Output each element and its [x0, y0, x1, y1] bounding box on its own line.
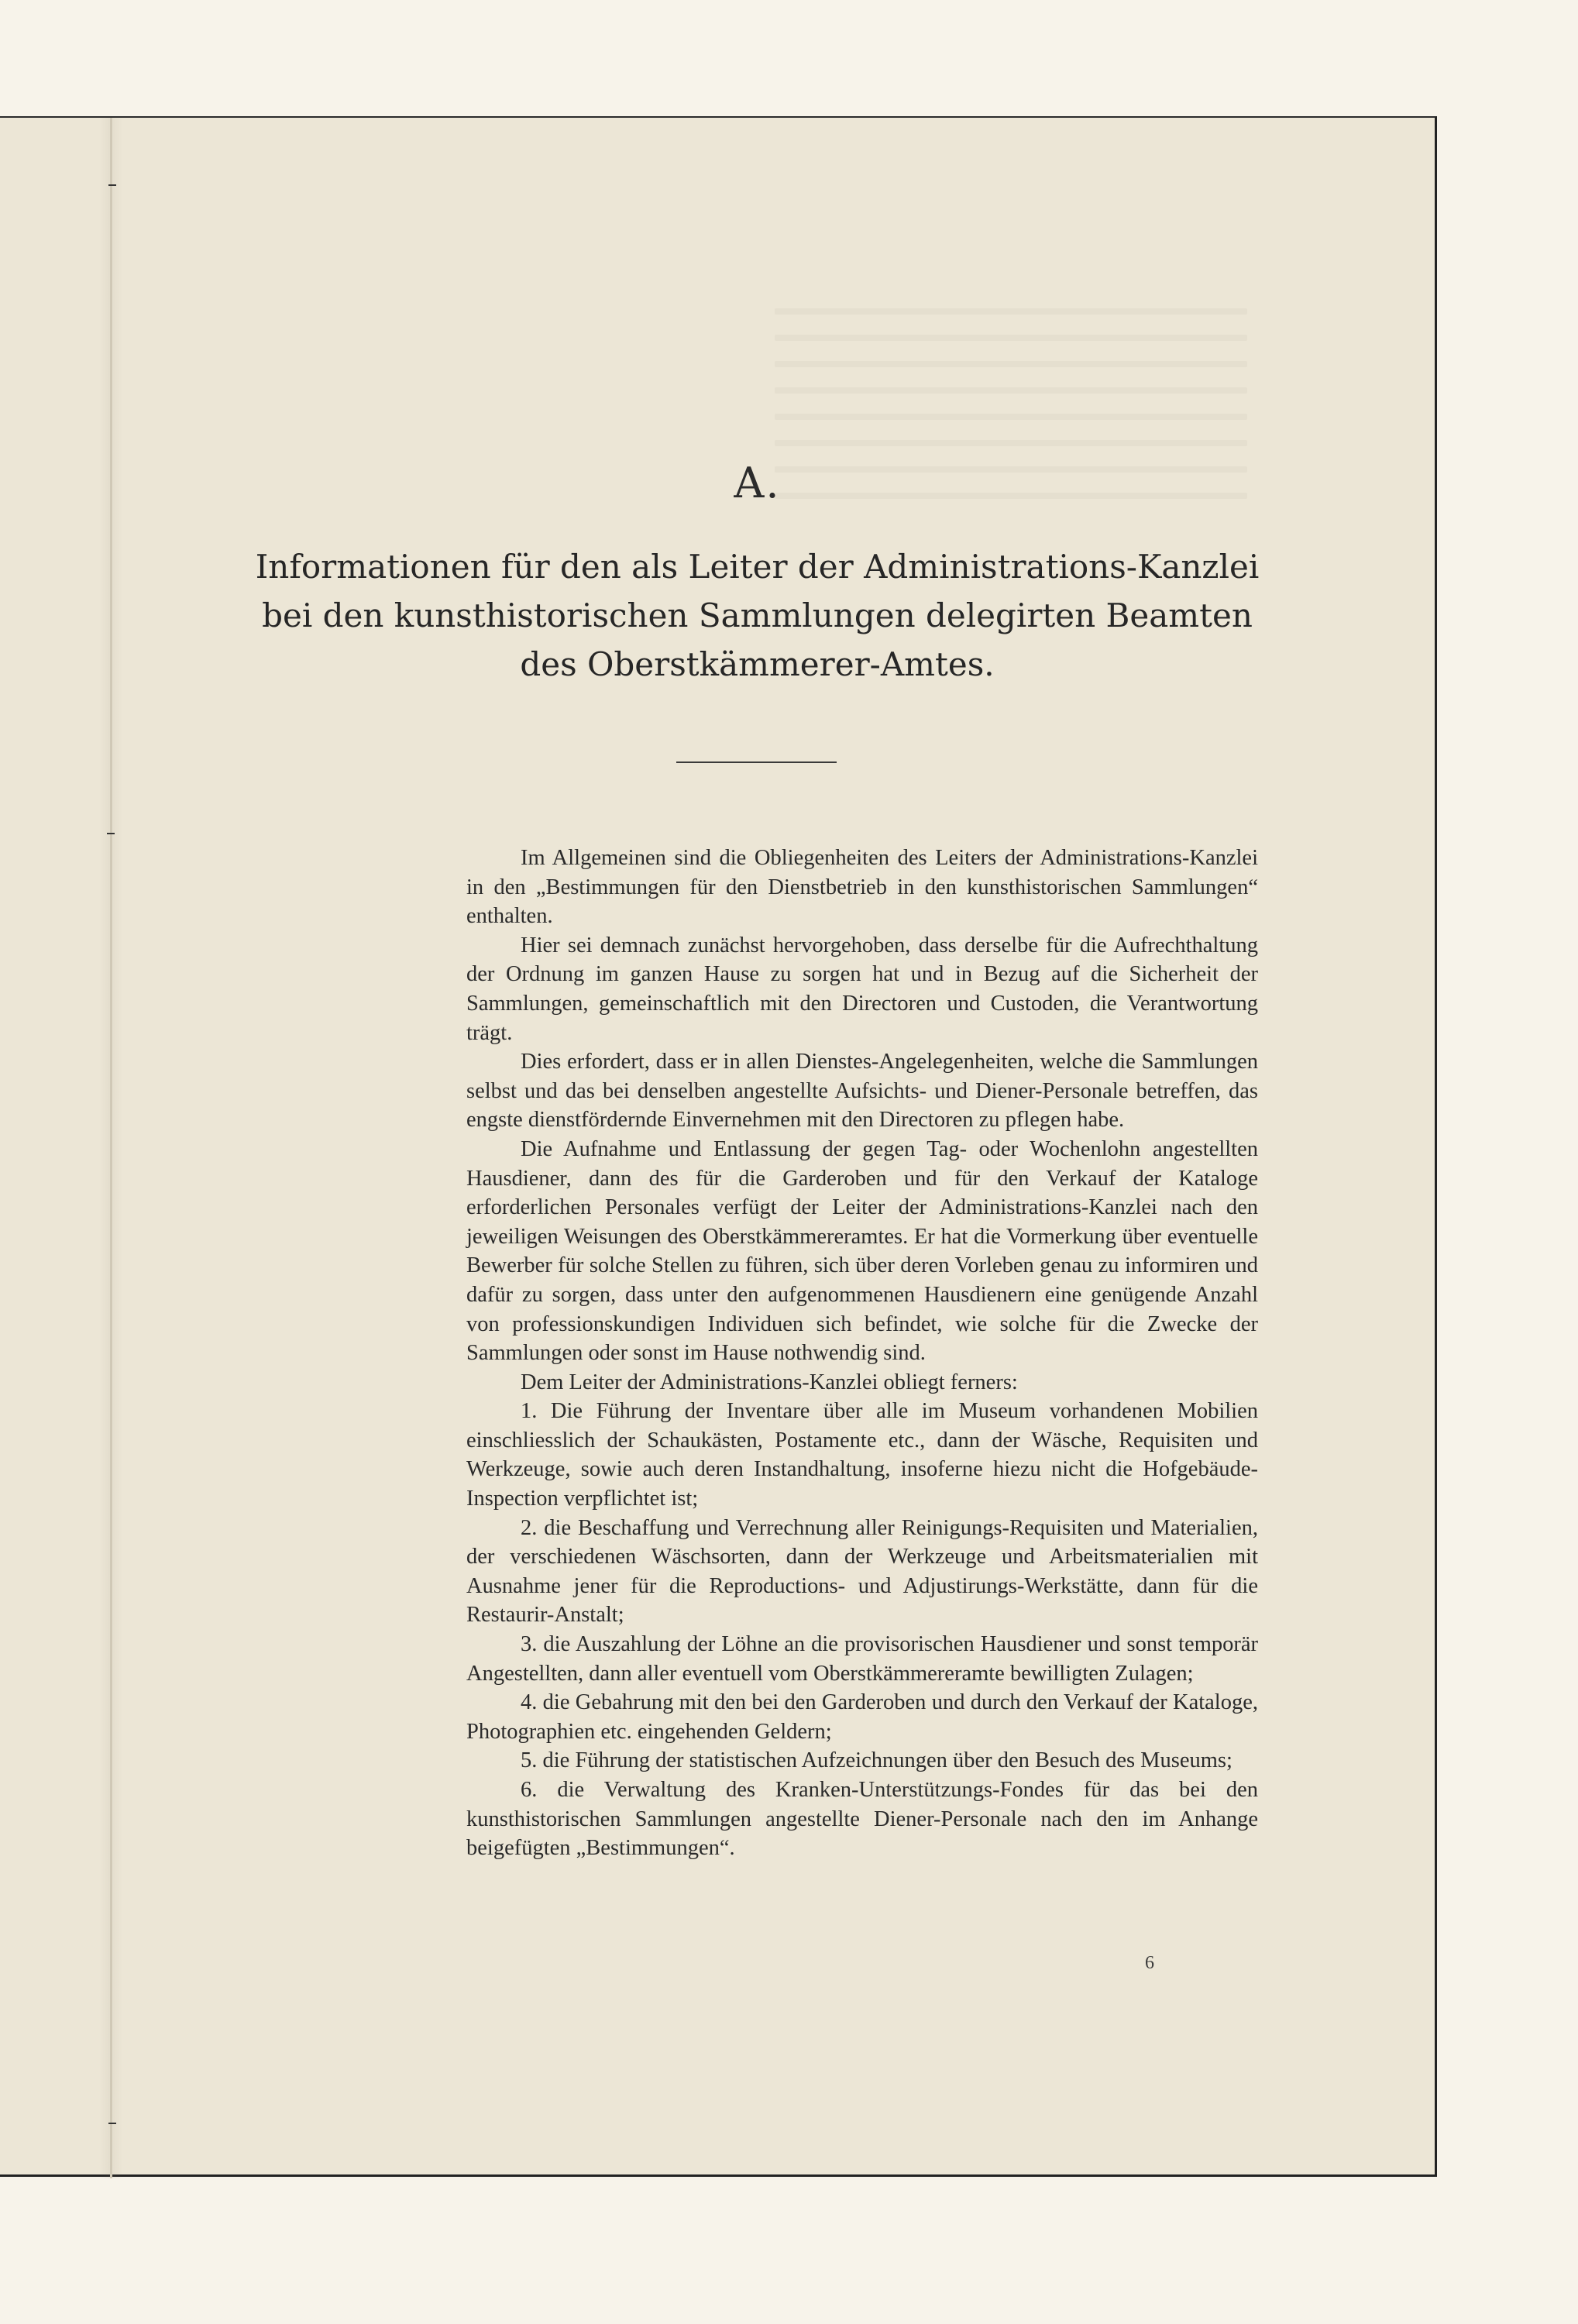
- binding-mark: [108, 2123, 116, 2124]
- list-item: 5. die Führung der statistischen Aufzeichnungen über den Besuch des Museums;: [521, 1748, 1232, 1773]
- title-line: Informationen für den als Leiter der Administrations-Kanzlei: [255, 548, 1260, 586]
- show-through-line: [775, 414, 1247, 420]
- paragraph: Die Aufnahme und Entlassung der gegen Tag- oder Wochenlohn angestellten Hausdiener, dann des für die Garderoben und für den Verkauf der Kataloge erforderlichen Personales verfügt der Leiter der Administrations-Kanzlei nach den jeweiligen Weisungen des Oberstkämmereramtes. Er hat die Vormerkung über eventuelle Bewerber für solche Stellen zu führen, sich über deren Vorleben genau zu informiren und dafür zu sorgen, dass unter den aufgenommenen Hausdienern eine genügende Anzahl von professionskundigen Individuen sich befindet, wie solche für die Zwecke der Sammlungen oder sonst im Hause nothwendig sind.: [466, 1136, 1258, 1366]
- section-letter: A.: [734, 459, 781, 507]
- paragraph: Dies erfordert, dass er in allen Dienstes-Angelegenheiten, welche die Sammlungen selbst und das bei denselben angestellte Aufsichts- und Diener-Personale betreffen, das engste dienstfördernde Einvernehmen mit den Directoren zu pflegen habe.: [466, 1050, 1258, 1133]
- paragraph: Dem Leiter der Administrations-Kanzlei obliegt ferners:: [521, 1370, 1018, 1394]
- body-text: [466, 844, 1258, 1863]
- show-through-line: [775, 308, 1247, 315]
- title-line: bei den kunsthistorischen Sammlungen delegirten Beamten: [262, 596, 1253, 634]
- section-title: [155, 542, 1360, 689]
- list-item: 6. die Verwaltung des Kranken-Unterstützungs-Fondes für das bei den kunsthistorischen Sammlungen angestellte Diener-Personale nach den im Anhange beigefügten „Bestimmungen“.: [466, 1778, 1258, 1861]
- binding-mark: [108, 184, 116, 186]
- signature-mark: 6: [1145, 1953, 1154, 1973]
- list-item: 4. die Gebahrung mit den bei den Garderoben und durch den Verkauf der Kataloge, Photographien etc. eingehenden Geldern;: [466, 1690, 1258, 1744]
- binding-mark: [107, 833, 115, 834]
- divider-rule: [676, 761, 837, 763]
- title-line: des Oberstkämmerer-Amtes.: [520, 645, 995, 683]
- list-item: 2. die Beschaffung und Verrechnung aller Reinigungs-Requisiten und Materialien, der verschiedenen Wäschsorten, dann der Werkzeuge und Arbeitsmaterialien mit Ausnahme jener für die Reproductions- und Adjustirungs-Werkstätte, dann für die Restaurir-Anstalt;: [466, 1515, 1258, 1628]
- binding-fold: [110, 118, 112, 2178]
- show-through-line: [775, 387, 1247, 394]
- paragraph: Hier sei demnach zunächst hervorgehoben, dass derselbe für die Aufrechthaltung der Ordnung im ganzen Hause zu sorgen hat und in Bezug auf die Sicherheit der Sammlungen, gemeinschaftlich mit den Directoren und Custoden, die Verantwortung trägt.: [466, 933, 1258, 1045]
- list-item: 3. die Auszahlung der Löhne an die provisorischen Hausdiener und sonst temporär Angestellten, dann aller eventuell vom Oberstkämmereramte bewilligten Zulagen;: [466, 1632, 1258, 1686]
- paragraph: Im Allgemeinen sind die Obliegenheiten des Leiters der Administrations-Kanzlei in den „Bestimmungen für den Dienstbetrieb in den kunsthistorischen Sammlungen“ enthalten.: [466, 846, 1258, 929]
- show-through-line: [775, 335, 1247, 341]
- list-item: 1. Die Führung der Inventare über alle im Museum vorhandenen Mobilien einschliesslich der Schaukästen, Postamente etc., dann der Wäsche, Requisiten und Werkzeuge, sowie auch deren Instandhaltung, insoferne hiezu nicht die Hofgebäude-Inspection verpflichtet ist;: [466, 1399, 1258, 1511]
- show-through-line: [775, 361, 1247, 367]
- show-through-line: [775, 440, 1247, 446]
